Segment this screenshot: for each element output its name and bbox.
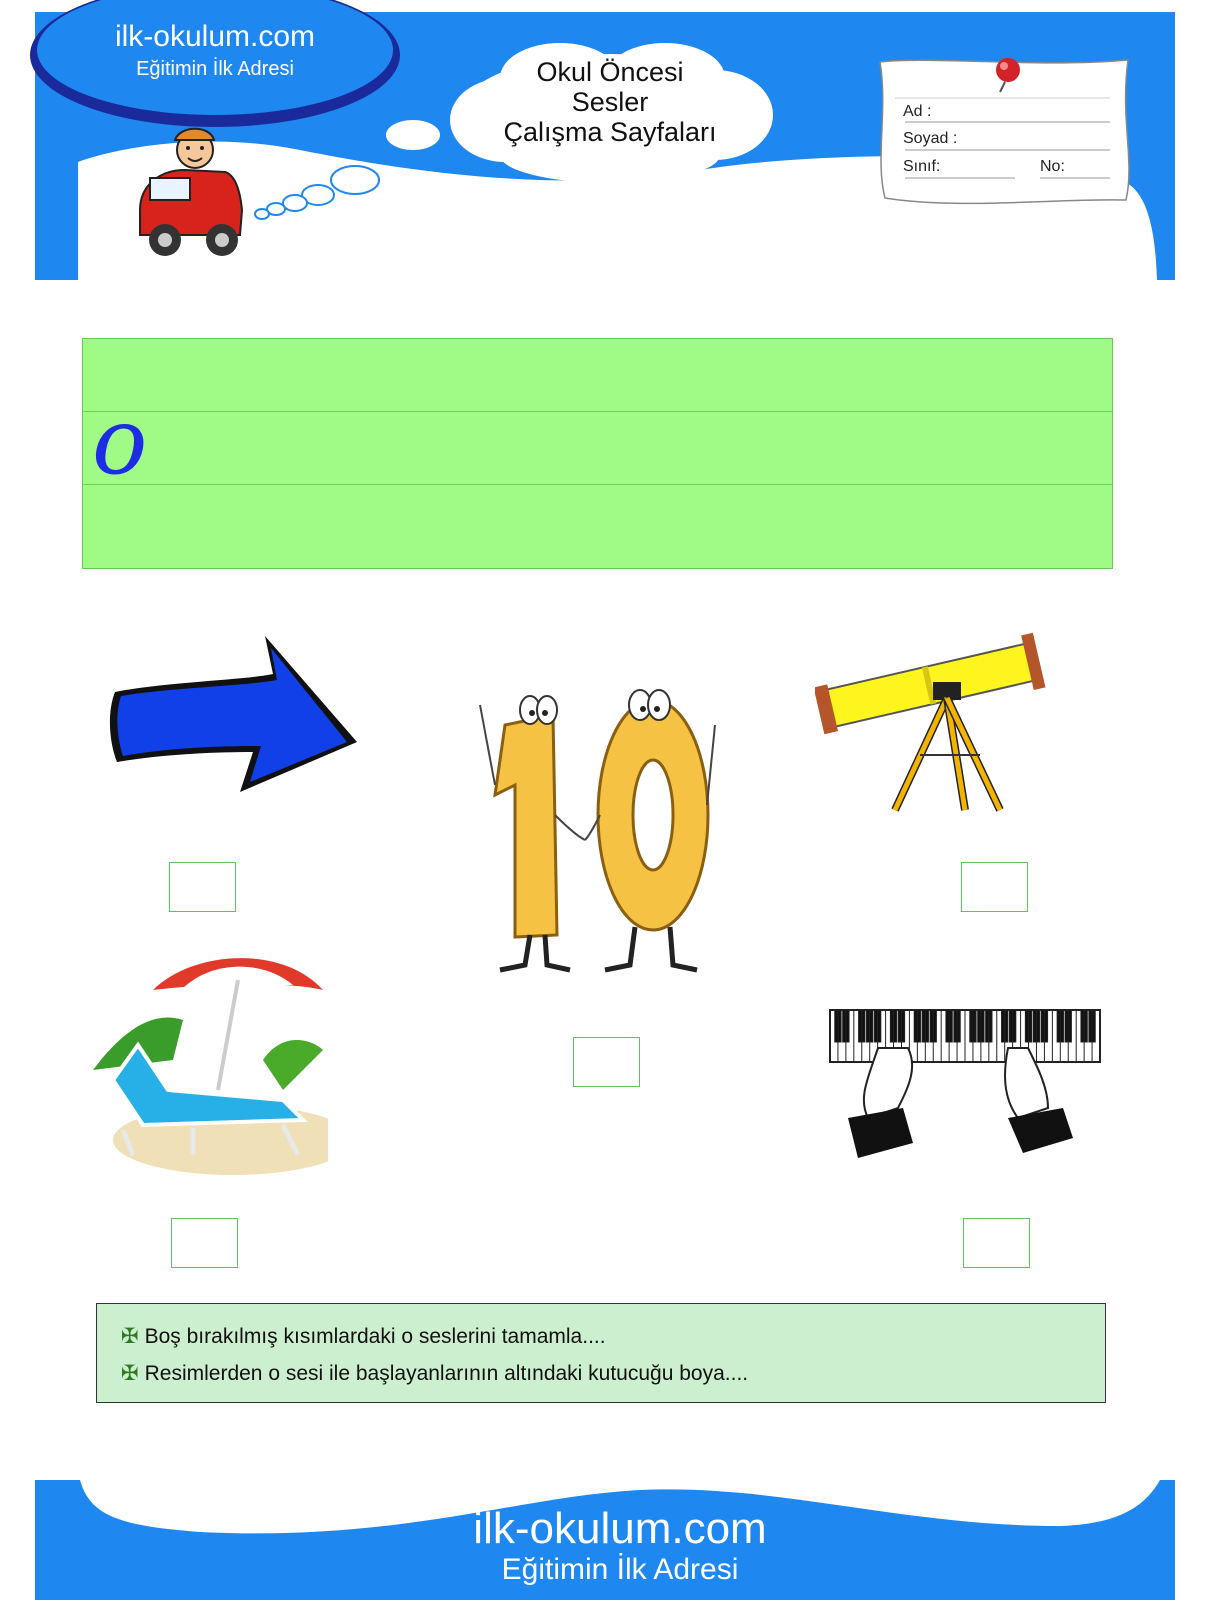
title-line-1: Okul Öncesi	[536, 57, 684, 87]
sun-lounger-icon	[83, 950, 328, 1180]
answer-box-telescope[interactable]	[961, 862, 1028, 912]
clover-icon: ✠	[121, 1362, 139, 1385]
answer-box-lounger[interactable]	[171, 1218, 238, 1268]
clover-icon: ✠	[121, 1325, 139, 1348]
instruction-row	[121, 1361, 748, 1386]
number-label: No:	[1040, 158, 1065, 175]
letter-writing-area[interactable]	[82, 338, 1113, 569]
class-label: Sınıf:	[903, 158, 941, 175]
arrow-icon	[105, 632, 365, 812]
header-site-slogan: Eğitimin İlk Adresi	[136, 58, 294, 80]
writing-guide-line	[83, 484, 1112, 485]
piano-icon	[828, 1008, 1103, 1163]
answer-box-arrow[interactable]	[169, 862, 236, 912]
title-line-3: Çalışma Sayfaları	[503, 117, 717, 147]
instruction-text: Resimlerden o sesi ile başlayanlarının altındaki kutucuğu boya....	[144, 1362, 749, 1385]
footer-site-name[interactable]: ilk-okulum.com	[473, 1504, 767, 1553]
header-site-name[interactable]: ilk-okulum.com	[114, 20, 316, 53]
instruction-row	[121, 1324, 606, 1349]
answer-box-piano[interactable]	[963, 1218, 1030, 1268]
name-label: Ad :	[903, 103, 932, 120]
footer-site-slogan: Eğitimin İlk Adresi	[501, 1553, 739, 1586]
answer-box-ten[interactable]	[573, 1037, 640, 1087]
instruction-text: Boş bırakılmış kısımlardaki o seslerini tamamla....	[144, 1325, 606, 1348]
surname-label: Soyad :	[903, 130, 958, 147]
telescope-icon	[815, 620, 1055, 820]
cursive-letter: o	[92, 388, 148, 495]
page-title	[470, 57, 750, 147]
number-ten-icon	[475, 665, 735, 985]
writing-guide-line	[83, 411, 1112, 412]
title-line-2: Sesler	[571, 87, 649, 117]
instructions-box	[96, 1303, 1106, 1403]
